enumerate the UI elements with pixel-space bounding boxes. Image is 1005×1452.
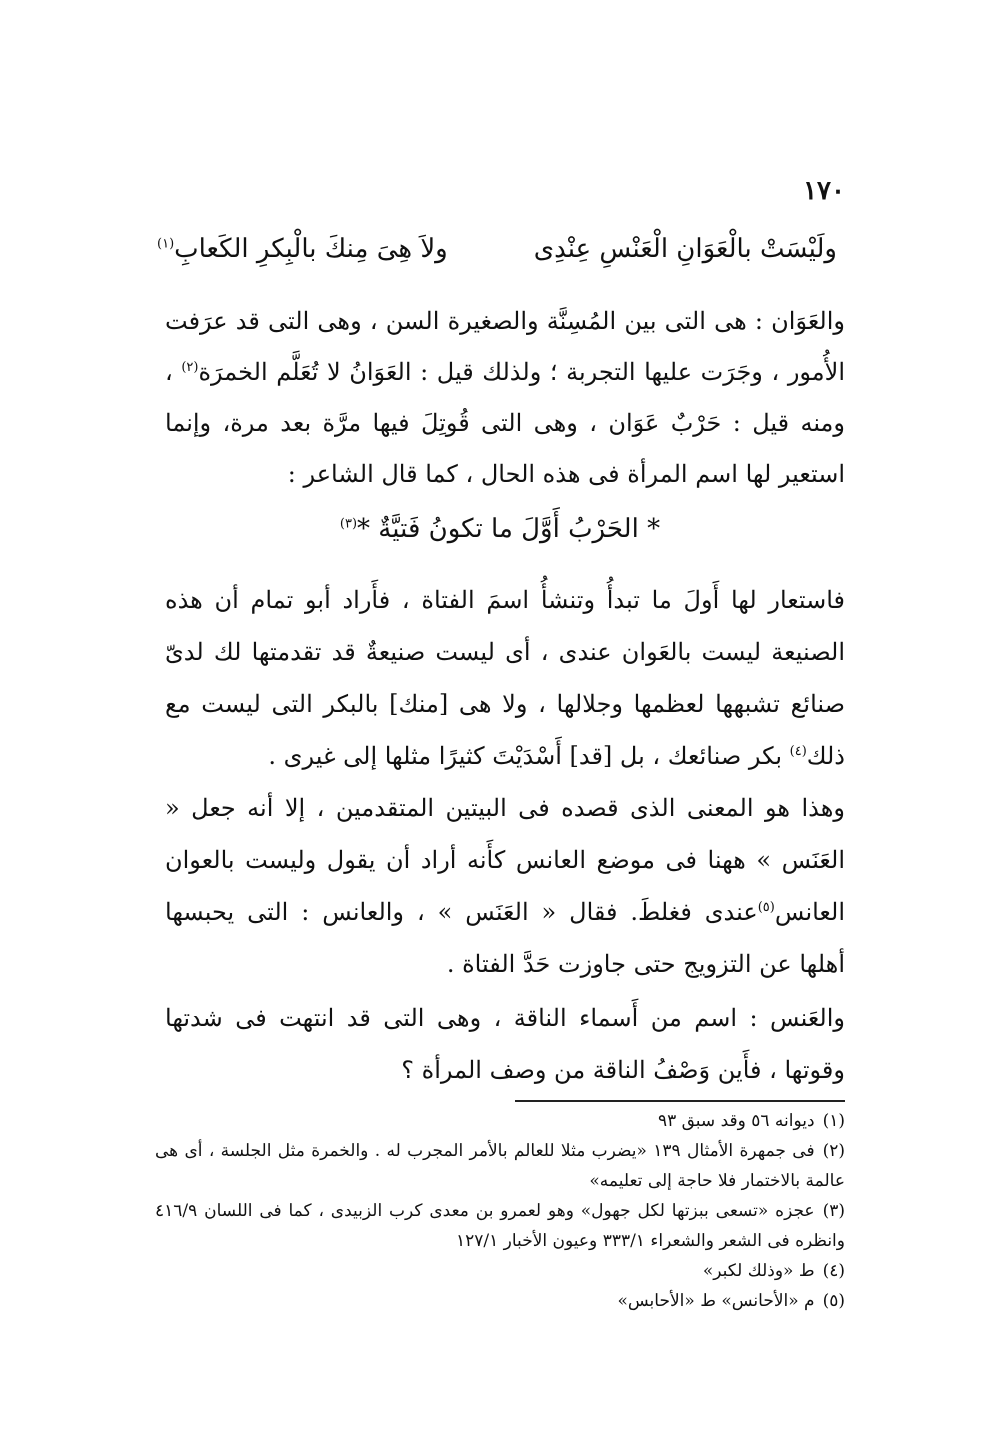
paragraph-istiara-text-a: فاستعار لها أَولَ ما تبدأُ وتنشأُ اسمَ الفتاة ، فأَراد أبو تمام أن هذه الصنيعة ليست بالعَوان عندى ، أى ليست صنيعةٌ قد تقدمتها لك لدىّ صنائع تشبهها لعظمها وجلالها ، ولا هى [منك] بالبكر التى ليست مع ذلك bbox=[165, 586, 845, 770]
paragraph-anas-text-b: عندى فغلطَ. فقال « العَنَس » ، والعانس : التى يحبسها أهلها عن التزويج حتى جاوزت حَدَّ الفتاة . bbox=[165, 898, 845, 978]
footnote-ref-2: (٢) bbox=[181, 360, 199, 375]
page-number: ١٧٠ bbox=[803, 176, 845, 206]
footnote-2 bbox=[155, 1136, 845, 1196]
verse-first-hemistich bbox=[534, 224, 837, 274]
quoted-hemistich bbox=[160, 504, 840, 554]
verse-second-hemistich bbox=[157, 224, 448, 274]
footnote-ref-3: (٣) bbox=[339, 516, 358, 532]
paragraph-ans-naqa bbox=[165, 992, 845, 1096]
paragraph-istiara bbox=[165, 574, 845, 782]
quoted-hemistich-text: * الحَرْبُ أَوَّلَ ما تكونُ فَتيَّةٌ * bbox=[357, 514, 661, 544]
paragraph-awan-text-a: والعَوَان : هى التى بين المُسِنَّة والصغيرة السن ، وهى التى قد عرَفت الأُمور ، وجَرَت عليها التجربة ؛ ولذلك قيل : العَوَانُ لا تُعَلَّم الخمرَة bbox=[165, 307, 846, 386]
verse-second-hemistich-text: ولاَ هِىَ مِنكَ بالْبِكرِ الكَعابِ bbox=[174, 234, 448, 264]
paragraph-anas bbox=[165, 782, 845, 990]
footnote-divider bbox=[515, 1100, 845, 1102]
footnote-number: (٣) bbox=[822, 1201, 845, 1221]
footnote-3 bbox=[155, 1196, 845, 1256]
footnote-text: ط «وذلك لكبر» bbox=[702, 1261, 815, 1281]
footnote-text: ديوانه ٥٦ وقد سبق ٩٣ bbox=[657, 1111, 815, 1131]
footnote-number: (٥) bbox=[822, 1291, 845, 1311]
footnote-4 bbox=[155, 1256, 845, 1286]
footnote-number: (٢) bbox=[822, 1141, 845, 1161]
footnote-text: فى جمهرة الأمثال ١٣٩ «يضرب مثلا للعالم بالأمر المجرب له . والخمرة مثل الجلسة ، أى هى عالمة بالاختمار فلا حاجة إلى تعليمه» bbox=[155, 1141, 845, 1191]
footnotes bbox=[155, 1106, 845, 1316]
footnote-ref-5: (٥) bbox=[757, 900, 775, 915]
paragraph-istiara-text-b: بكر صنائعك ، بل [قد] أَسْدَيْتَ كثيرًا مثلها إلى غيرى . bbox=[268, 742, 790, 770]
footnote-ref-4: (٤) bbox=[789, 744, 807, 759]
paragraph-anas-text-a: وهذا هو المعنى الذى قصده فى البيتين المتقدمين ، إلا أنه جعل « العَنَس » ههنا فى موضع العانس كأَنه أراد أن يقول وليست بالعوان العانس bbox=[165, 794, 845, 926]
footnote-text: عجزه «تسعى ببزتها لكل جهول» وهو لعمرو بن معدى كرب الزبيدى ، كما فى اللسان ٤١٦/٩ وانظره فى الشعر والشعراء ٣٣٣/١ وعيون الأخبار ١٢٧/١ bbox=[155, 1201, 845, 1251]
paragraph-awan bbox=[165, 296, 845, 500]
paragraph-ans-naqa-text: والعَنس : اسم من أَسماء الناقة ، وهى التى قد انتهت فى شدتها وقوتها ، فأَين وَصْفُ الناقة من وصف المرأة ؟ bbox=[165, 1004, 845, 1084]
footnote-number: (٤) bbox=[822, 1261, 845, 1281]
paragraph-awan-text-b: ، ومنه قيل : حَرْبٌ عَوَان ، وهى التى قُوتِلَ فيها مرَّة بعد مرة، وإنما استعير لها اسم المرأة فى هذه الحال ، كما قال الشاعر : bbox=[165, 358, 846, 488]
verse-first-hemistich-text: ولَيْسَتْ بالْعَوَانِ الْعَنْسِ عِنْدِى bbox=[533, 234, 837, 264]
footnote-text: م «الأحانس» ط «الأحابس» bbox=[617, 1291, 815, 1311]
footnote-1 bbox=[155, 1106, 845, 1136]
footnote-5 bbox=[155, 1286, 845, 1316]
footnote-ref-1: (١) bbox=[157, 236, 175, 252]
footnote-number: (١) bbox=[822, 1111, 845, 1131]
opening-verse bbox=[157, 224, 837, 274]
